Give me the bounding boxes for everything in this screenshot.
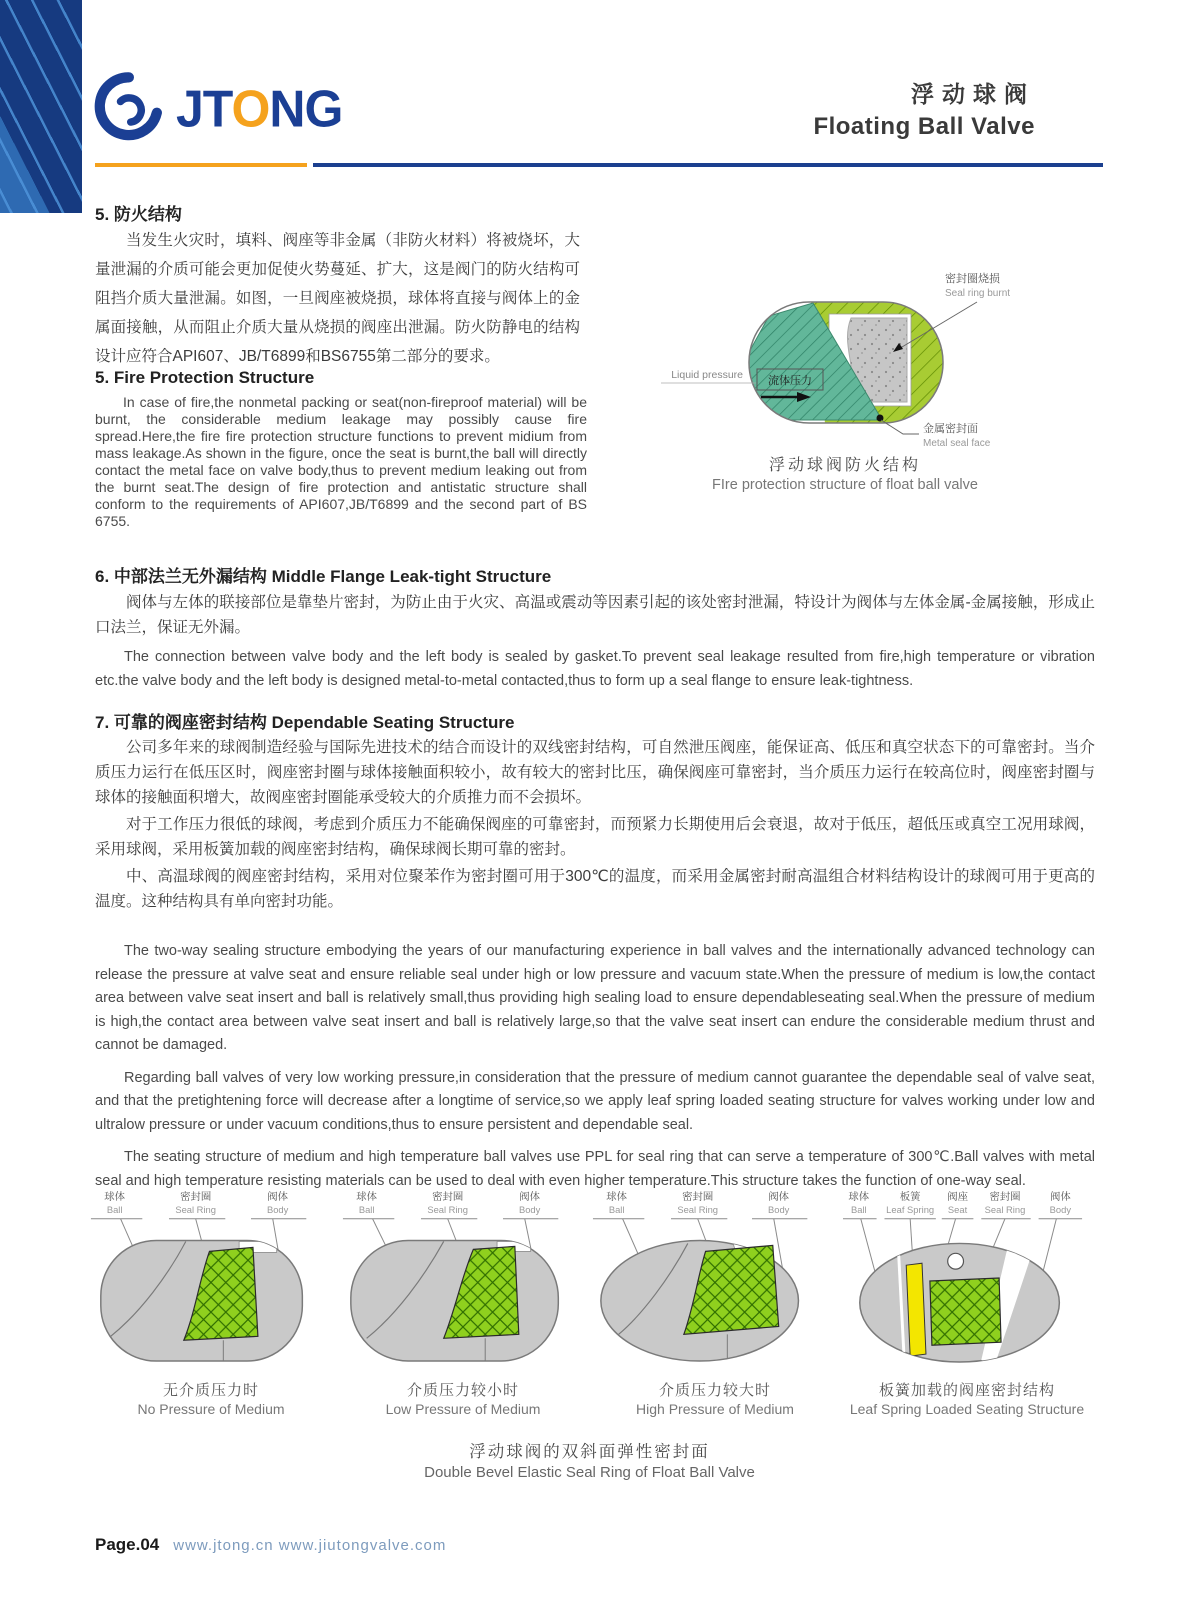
body-label-en: Body: [768, 1204, 790, 1215]
fire-diagram-caption-en: FIre protection structure of float ball valve: [712, 477, 978, 493]
diagram-no-pressure: [85, 1185, 337, 1417]
section5-body-zh: 当发生火灾时，填料、阀座等非金属（非防火材料）将被烧坏，大量泄漏的介质可能会更加促使火势蔓延、扩大，这是阀门的防火结构可阻挡介质大量泄漏。如图，一旦阀座被烧损，球体将直接与阀体上的金属面接触，从而阻止介质大量从烧损的阀座出泄漏。防火防静电的结构设计应符合API607、JB/T6899和BS6755第二部分的要求。: [95, 232, 580, 365]
leaf-spring-label-zh: 板簧: [899, 1191, 921, 1203]
seal-burnt-label-zh: 密封圈烧损: [945, 273, 1000, 285]
section6-heading: 6. 中部法兰无外漏结构 Middle Flange Leak-tight Structure: [95, 567, 552, 586]
logo-swirl-icon: [86, 68, 168, 150]
caption-en: Leaf Spring Loaded Seating Structure: [849, 1401, 1085, 1417]
section6-body-en: The connection between valve body and the left body is sealed by gasket.To prevent seal leakage resulted from fire,high temperature or vibration etc.the valve body and the left body is designed metal-to-metal contacted,thus to form up a seal flange to ensure leak-tightness.: [95, 649, 1095, 689]
header-rule-blue: [313, 163, 1103, 167]
caption-zh: 无介质压力时: [162, 1382, 259, 1399]
seal-ring-shape: [930, 1278, 1001, 1345]
logo-letters-ng: NG: [269, 79, 343, 139]
valve-capsule: [351, 1240, 558, 1361]
caption-zh: 介质压力较大时: [658, 1382, 771, 1399]
section7-zh-p3: 中、高温球阀的阀座密封结构，采用对位聚苯作为密封圈可用于300℃的温度，而采用金属密封耐高温组合材料结构设计的球阀可用于更高的温度。这种结构具有单向密封功能。: [95, 868, 1095, 910]
diagram-low-pressure-drawing: [337, 1185, 584, 1375]
diagram-high-pressure-drawing: [589, 1185, 836, 1375]
main-caption-en: Double Bevel Elastic Seal Ring of Float Ball Valve: [424, 1464, 755, 1481]
seat-pin: [948, 1253, 964, 1269]
seal-ring-label-en: Seal Ring: [984, 1204, 1026, 1215]
metal-seal-label-zh: 金属密封面: [923, 423, 978, 435]
seal-ring-label-zh: 密封圈: [432, 1191, 464, 1203]
body-label-zh: 阀体: [768, 1191, 790, 1203]
ball-label-en: Ball: [608, 1204, 625, 1215]
metal-seal-label-en: Metal seal face: [923, 438, 991, 449]
fire-protection-diagram: [645, 256, 1045, 452]
fire-diagram-caption: [645, 452, 1045, 493]
page-title: [635, 76, 1035, 141]
seal-ring-label-zh: 密封圈: [180, 1191, 212, 1203]
seal-burnt-label-en: Seal ring burnt: [945, 288, 1011, 299]
fire-diagram-caption-zh: 浮动球阀防火结构: [768, 457, 921, 474]
section7-zh-p2: 对于工作压力很低的球阀，考虑到介质压力不能确保阀座的可靠密封，而预紧力长期使用后会衰退，故对于低压，超低压或真空工况用球阀，采用球阀，采用板簧加载的阀座密封结构，确保球阀长期可靠的密封。: [95, 816, 1095, 858]
section5-heading-en: 5. Fire Protection Structure: [95, 368, 315, 387]
section5-heading-zh: 5. 防火结构: [95, 205, 182, 224]
caption-en: Low Pressure of Medium: [385, 1401, 541, 1417]
page-number: Page.04: [95, 1535, 160, 1554]
logo-wordmark: [176, 79, 342, 139]
diagram-caption: [841, 1379, 1093, 1417]
seal-ring-label-zh: 密封圈: [682, 1191, 714, 1203]
caption-zh: 介质压力较小时: [406, 1382, 519, 1399]
section7-en-p2: Regarding ball valves of very low working pressure,in consideration that the pressure of medium cannot guarantee the dependable seal of valve seat, and that the pretightening force will decrease after a longtime of service,so we apply leaf spring loaded seating structure for valves working under low and ultralow pressure or under vacuum conditions,thus to ensure persistent and dependable seal.: [95, 1069, 1095, 1133]
logo-letter-o: O: [231, 79, 270, 139]
ball-label-zh: 球体: [356, 1191, 377, 1203]
main-caption-zh: 浮动球阀的双斜面弹性密封面: [469, 1443, 710, 1461]
ball-label-zh: 球体: [848, 1191, 870, 1203]
ball-label-en: Ball: [358, 1204, 375, 1215]
company-logo: [86, 68, 342, 150]
diagram-caption: [589, 1379, 841, 1417]
section7-en-p1: The two-way sealing structure embodying the years of our manufacturing experience in ball valves and the internationally advanced technology can release the pressure at valve seat and ensure reliable seal under high or low pressure and vacuum state.When the pressure of medium is low,the contact area between valve seat insert and ball is relatively small,thus providing high sealing load to ensure dependableseating seal.When the pressure of medium is high,the contact area between valve seat insert and ball is relatively large,so that the valve seat insert can endure the considerable medium thrust and cannot be damaged.: [95, 943, 1095, 1053]
header-rule-orange: [95, 163, 307, 167]
ball-label-zh: 球体: [606, 1191, 628, 1203]
page-title-en: Floating Ball Valve: [813, 113, 1035, 140]
caption-zh: 板簧加载的阀座密封结构: [878, 1382, 1055, 1399]
diagram-leaf-spring-drawing: [841, 1185, 1088, 1375]
caption-en: No Pressure of Medium: [137, 1401, 285, 1417]
diagram-caption: [85, 1379, 337, 1417]
body-label-zh: 阀体: [519, 1191, 541, 1203]
seat-label-zh: 阀座: [947, 1191, 968, 1203]
page-title-zh: 浮动球阀: [911, 81, 1035, 107]
seal-ring-label-en: Seal Ring: [427, 1204, 468, 1215]
section7-body-en: [95, 940, 1095, 1202]
body-label-zh: 阀体: [1049, 1191, 1071, 1203]
page-footer: [95, 1535, 446, 1555]
section6-body-zh: 阀体与左体的联接部位是靠垫片密封，为防止由于火灾、高温或震动等因素引起的该处密封泄漏，特设计为阀体与左体金属-金属接触，形成止口法兰，保证无外漏。: [95, 594, 1095, 636]
ball-label-en: Ball: [850, 1204, 867, 1215]
seal-diagrams-row: [85, 1185, 1095, 1417]
body-label-en: Body: [266, 1204, 289, 1215]
ball-label-zh: 球体: [104, 1191, 125, 1203]
diagram-high-pressure: [589, 1185, 841, 1417]
section7-zh-p1: 公司多年来的球阀制造经验与国际先进技术的结合而设计的双线密封结构，可自然泄压阀座，能保证高、低压和真空状态下的可靠密封。当介质压力运行在低压区时，阀座密封圈与球体接触面积较小，故有较大的密封比压，确保阀座可靠密封，当介质压力运行在较高位时，阀座密封圈与球体的接触面积增大，故阀座密封圈能承受较大的介质推力而不会损坏。: [95, 739, 1095, 806]
diagrams-main-caption: [0, 1438, 1179, 1481]
footer-urls: www.jtong.cn www.jiutongvalve.com: [173, 1537, 447, 1554]
seal-ring-label-zh: 密封圈: [989, 1191, 1021, 1203]
ball-label-en: Ball: [106, 1204, 123, 1215]
seat-label-en: Seat: [947, 1204, 968, 1215]
body-label-zh: 阀体: [267, 1191, 289, 1203]
section5-body-en: In case of fire,the nonmetal packing or seat(non-fireproof material) will be burnt, the considerable medium leakage may possibly cause fire spread.Here,the fire fire protection structure functions to prevent midium from mass leakage.As shown in the figure, once the seat is burnt,the ball will directly contact the metal face on valve body,thus to prevent medium leaking out from the burnt seat.The design of fire protection and antistatic structure shall conform to the requirements of API607,JB/T6899 and the second part of BS 6755.: [95, 394, 587, 529]
section7-en-p3: The seating structure of medium and high temperature ball valves use PPL for seal ring that can serve a temperature of 300℃.Ball valves with metal seal and high temperature resisting materials can be used to deal with even higher temperature.This structure takes the function of one-way seal.: [95, 1149, 1095, 1189]
logo-letters-jt: JT: [176, 79, 232, 139]
seal-ring-label-en: Seal Ring: [175, 1204, 216, 1215]
diagram-no-pressure-drawing: [85, 1185, 332, 1375]
body-label-en: Body: [1049, 1204, 1072, 1215]
flow-pressure-label: 流体压力: [768, 375, 812, 387]
caption-en: High Pressure of Medium: [636, 1401, 794, 1417]
diagram-low-pressure: [337, 1185, 589, 1417]
body-label-en: Body: [518, 1204, 541, 1215]
diagram-caption: [337, 1379, 589, 1417]
section7-body-zh: [95, 735, 1095, 916]
section7-heading: 7. 可靠的阀座密封结构 Dependable Seating Structure: [95, 713, 515, 732]
diagram-leaf-spring: [841, 1185, 1093, 1417]
corner-banner-decoration: [0, 0, 82, 213]
liquid-pressure-label: Liquid pressure: [671, 369, 743, 381]
leaf-spring-shape: [906, 1263, 926, 1356]
leaf-spring-label-en: Leaf Spring: [886, 1204, 935, 1215]
seal-ring-label-en: Seal Ring: [677, 1204, 719, 1215]
